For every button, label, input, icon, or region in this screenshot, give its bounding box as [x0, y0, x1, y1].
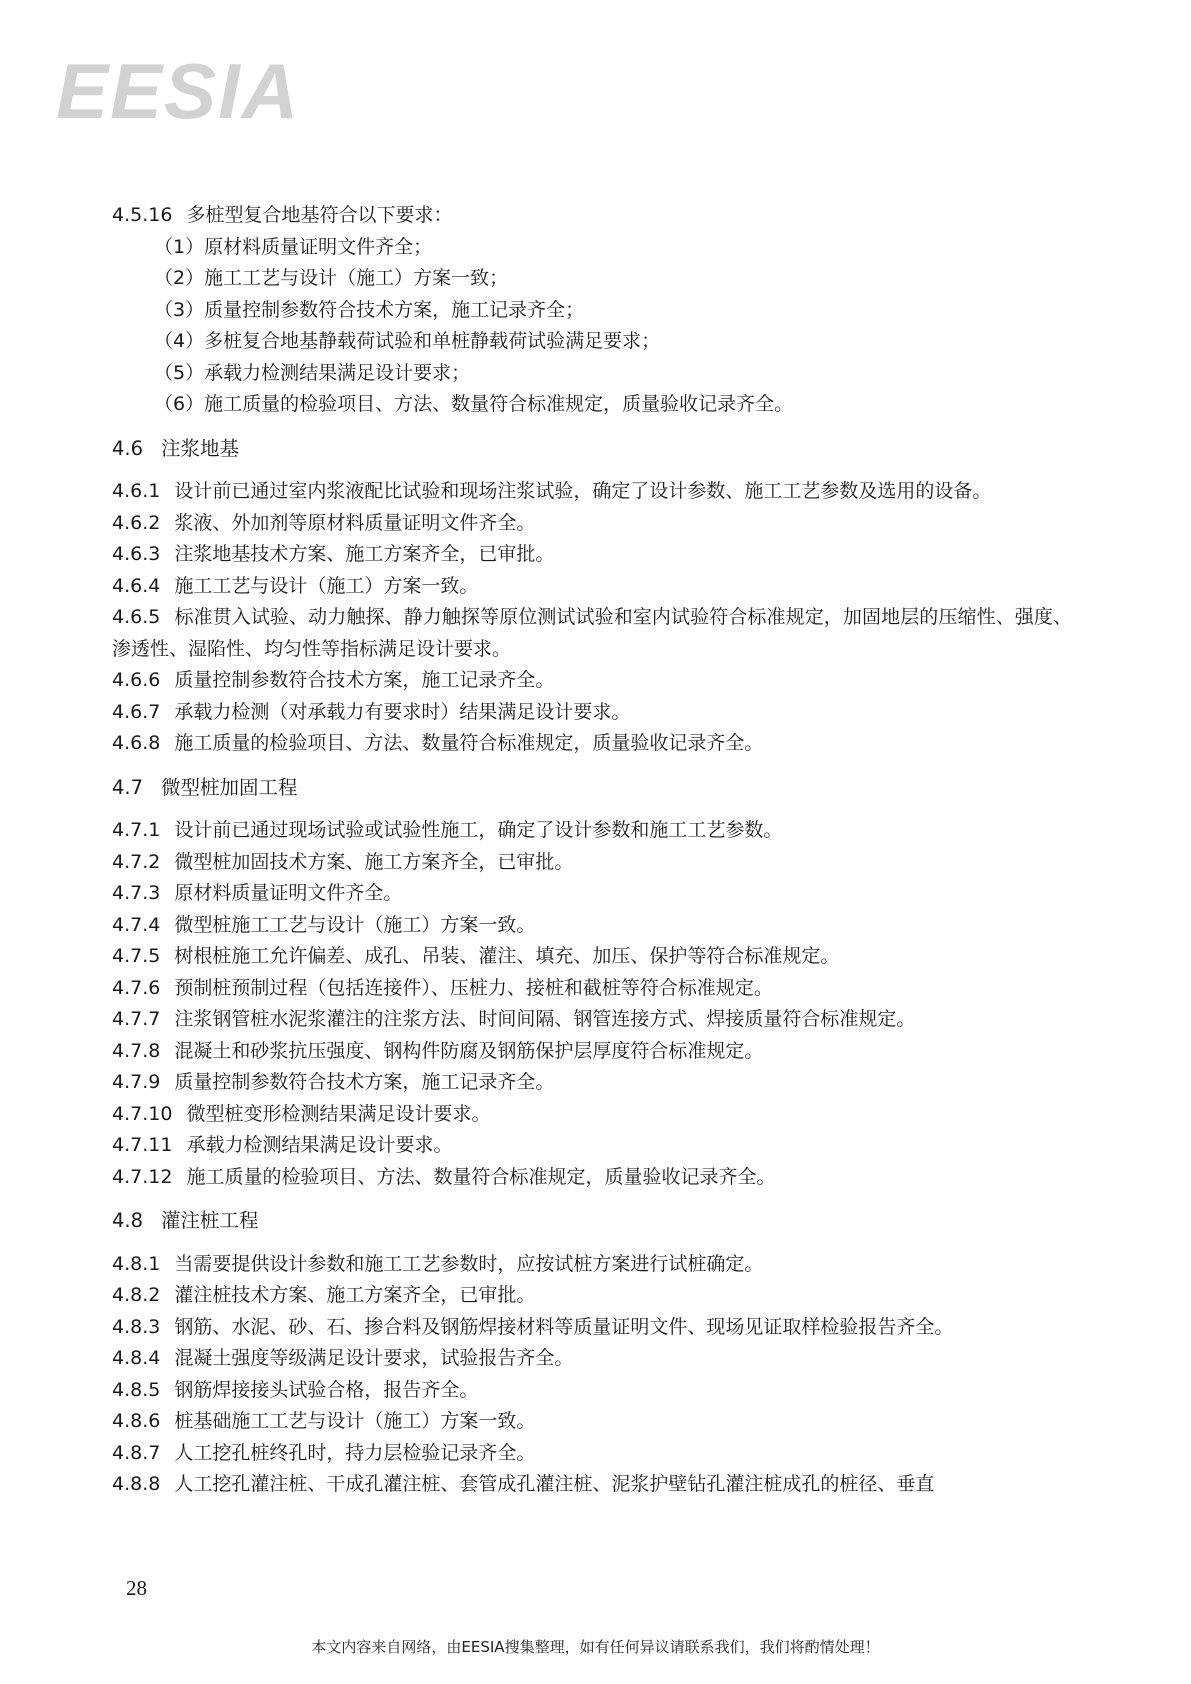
clause-number: 4.7.4 [112, 913, 161, 936]
document-body [112, 200, 1072, 1501]
clause-text: 施工质量的检验项目、方法、数量符合标准规定，质量验收记录齐全。 [174, 732, 764, 754]
clause-number: 4.6.4 [112, 574, 161, 597]
clause-number: 4.7.6 [112, 976, 161, 999]
clause-number: 4.7.12 [112, 1165, 173, 1188]
section-number: 4.8 [112, 1209, 144, 1232]
clause-4-8-3 [112, 1312, 1072, 1344]
clause-number: 4.8.5 [112, 1378, 161, 1401]
clause-text: 预制桩预制过程（包括连接件）、压桩力、接桩和截桩等符合标准规定。 [174, 976, 773, 999]
clause-number: 4.7.5 [112, 945, 161, 967]
list-item: （6）施工质量的检验项目、方法、数量符合标准规定，质量验收记录齐全。 [154, 393, 794, 415]
clause-4-7-5 [112, 941, 1072, 973]
clause-number: 4.7.2 [112, 850, 161, 873]
clause-text: 设计前已通过室内浆液配比试验和现场注浆试验，确定了设计参数、施工工艺参数及选用的设备。 [174, 480, 992, 502]
clause-text: 当需要提供设计参数和施工工艺参数时，应按试桩方案进行试桩确定。 [174, 1252, 764, 1275]
clause-number: 4.7.8 [112, 1039, 161, 1062]
clause-4-7-4 [112, 910, 1072, 942]
clause-text: 人工挖孔桩终孔时，持力层检验记录齐全。 [174, 1441, 536, 1464]
clause-number: 4.8.6 [112, 1410, 161, 1432]
page-number: 28 [126, 1576, 147, 1600]
clause-text: 钢筋焊接接头试验合格，报告齐全。 [174, 1378, 479, 1401]
section-title: 灌注桩工程 [161, 1209, 259, 1232]
clause-text: 微型桩变形检测结果满足设计要求。 [186, 1102, 491, 1125]
clause-number: 4.6.8 [112, 732, 161, 754]
clause-4-8-4 [112, 1343, 1072, 1375]
clause-4-6-6 [112, 665, 1072, 697]
clause-number: 4.6.5 [112, 606, 161, 628]
clause-text: 注浆钢管桩水泥浆灌注的注浆方法、时间间隔、钢管连接方式、焊接质量符合标准规定。 [174, 1008, 916, 1030]
clause-text: 树根桩施工允许偏差、成孔、吊装、灌注、填充、加压、保护等符合标准规定。 [174, 945, 840, 967]
clause-text: 原材料质量证明文件齐全。 [174, 882, 403, 904]
clause-text: 混凝土和砂浆抗压强度、钢构件防腐及钢筋保护层厚度符合标准规定。 [174, 1039, 764, 1062]
clause-4-8-6 [112, 1406, 1072, 1438]
clause-4-7-10 [112, 1099, 1072, 1131]
clause-number: 4.8.2 [112, 1284, 161, 1306]
clause-number: 4.6.1 [112, 480, 161, 502]
clause-4-7-12 [112, 1162, 1072, 1194]
clause-text: 浆液、外加剂等原材料质量证明文件齐全。 [174, 511, 536, 534]
clause-number: 4.7.11 [112, 1134, 173, 1156]
clause-4-7-9 [112, 1067, 1072, 1099]
clause-4-8-2 [112, 1280, 1072, 1312]
list-item: （3）质量控制参数符合技术方案，施工记录齐全； [154, 298, 585, 321]
clause-text: 承载力检测（对承载力有要求时）结果满足设计要求。 [174, 700, 631, 723]
clause-number: 4.8.8 [112, 1473, 161, 1495]
clause-4-6-7 [112, 697, 1072, 729]
list-item: （5）承载力检测结果满足设计要求； [154, 361, 471, 384]
clause-4-5-16 [112, 200, 1072, 232]
clause-number: 4.8.4 [112, 1347, 161, 1369]
clause-number: 4.7.10 [112, 1102, 173, 1125]
clause-4-8-8 [112, 1469, 1072, 1501]
clause-number: 4.6.7 [112, 700, 161, 723]
clause-text: 注浆地基技术方案、施工方案齐全，已审批。 [174, 543, 555, 565]
clause-text: 桩基础施工工艺与设计（施工）方案一致。 [174, 1410, 536, 1432]
clause-text: 施工质量的检验项目、方法、数量符合标准规定，质量验收记录齐全。 [186, 1165, 776, 1188]
clause-4-8-5 [112, 1375, 1072, 1407]
clause-4-7-7 [112, 1004, 1072, 1036]
list-item: （2）施工工艺与设计（施工）方案一致； [154, 267, 509, 289]
clause-4-6-5 [112, 602, 1072, 665]
clause-text: 灌注桩技术方案、施工方案齐全，已审批。 [174, 1284, 536, 1306]
section-number: 4.6 [112, 436, 144, 460]
clause-number: 4.5.16 [112, 204, 173, 226]
clause-text: 混凝土强度等级满足设计要求，试验报告齐全。 [174, 1347, 574, 1369]
clause-4-7-3 [112, 878, 1072, 910]
clause-text: 钢筋、水泥、砂、石、掺合料及钢筋焊接材料等质量证明文件、现场见证取样检验报告齐全。 [174, 1315, 954, 1338]
clause-text: 微型桩加固技术方案、施工方案齐全，已审批。 [174, 850, 574, 873]
clause-number: 4.8.1 [112, 1252, 161, 1275]
clause-text: 多桩型复合地基符合以下要求： [186, 204, 453, 226]
clause-text: 施工工艺与设计（施工）方案一致。 [174, 574, 479, 597]
clause-4-6-1 [112, 476, 1072, 508]
clause-text: 承载力检测结果满足设计要求。 [186, 1134, 453, 1156]
clause-text: 质量控制参数符合技术方案，施工记录齐全。 [174, 1071, 555, 1093]
clause-number: 4.7.3 [112, 882, 161, 904]
eesia-logo: EESIA [56, 47, 301, 135]
clause-4-8-1 [112, 1249, 1072, 1281]
footer-disclaimer: 本文内容来自网络，由EESIA搜集整理，如有任何异议请联系我们，我们将酌情处理！ [311, 1638, 880, 1656]
clause-number: 4.6.6 [112, 669, 161, 691]
clause-4-6-3 [112, 539, 1072, 571]
section-heading-4-6 [112, 433, 1072, 465]
clause-number: 4.8.7 [112, 1441, 161, 1464]
list-item: （4）多桩复合地基静载荷试验和单桩静载荷试验满足要求； [154, 330, 661, 352]
clause-text: 质量控制参数符合技术方案，施工记录齐全。 [174, 669, 555, 691]
list-item: （1）原材料质量证明文件齐全； [154, 235, 433, 258]
clause-number: 4.7.9 [112, 1071, 161, 1093]
clause-text: 标准贯入试验、动力触探、静力触探等原位测试试验和室内试验符合标准规定，加固地层的压缩性、强度、渗透性、湿陷性、均匀性等指标满足设计要求。 [112, 606, 1072, 660]
clause-4-7-8 [112, 1036, 1072, 1068]
clause-text: 微型桩施工工艺与设计（施工）方案一致。 [174, 913, 536, 936]
clause-number: 4.8.3 [112, 1315, 161, 1338]
clause-4-7-11 [112, 1130, 1072, 1162]
section-title: 微型桩加固工程 [161, 775, 298, 799]
section-heading-4-8 [112, 1205, 1072, 1237]
clause-4-7-6 [112, 973, 1072, 1005]
clause-4-7-2 [112, 847, 1072, 879]
clause-4-7-1 [112, 815, 1072, 847]
clause-text: 设计前已通过现场试验或试验性施工，确定了设计参数和施工工艺参数。 [174, 819, 783, 841]
clause-text: 人工挖孔灌注桩、干成孔灌注桩、套管成孔灌注桩、泥浆护壁钻孔灌注桩成孔的桩径、垂直 [174, 1473, 935, 1495]
clause-number: 4.7.7 [112, 1008, 161, 1030]
clause-4-8-7 [112, 1438, 1072, 1470]
clause-number: 4.7.1 [112, 819, 161, 841]
clause-4-6-8 [112, 728, 1072, 760]
clause-4-6-2 [112, 508, 1072, 540]
section-title: 注浆地基 [161, 436, 240, 460]
clause-number: 4.6.2 [112, 511, 161, 534]
section-heading-4-7 [112, 772, 1072, 804]
clause-4-6-4 [112, 571, 1072, 603]
section-number: 4.7 [112, 775, 144, 799]
clause-number: 4.6.3 [112, 543, 161, 565]
